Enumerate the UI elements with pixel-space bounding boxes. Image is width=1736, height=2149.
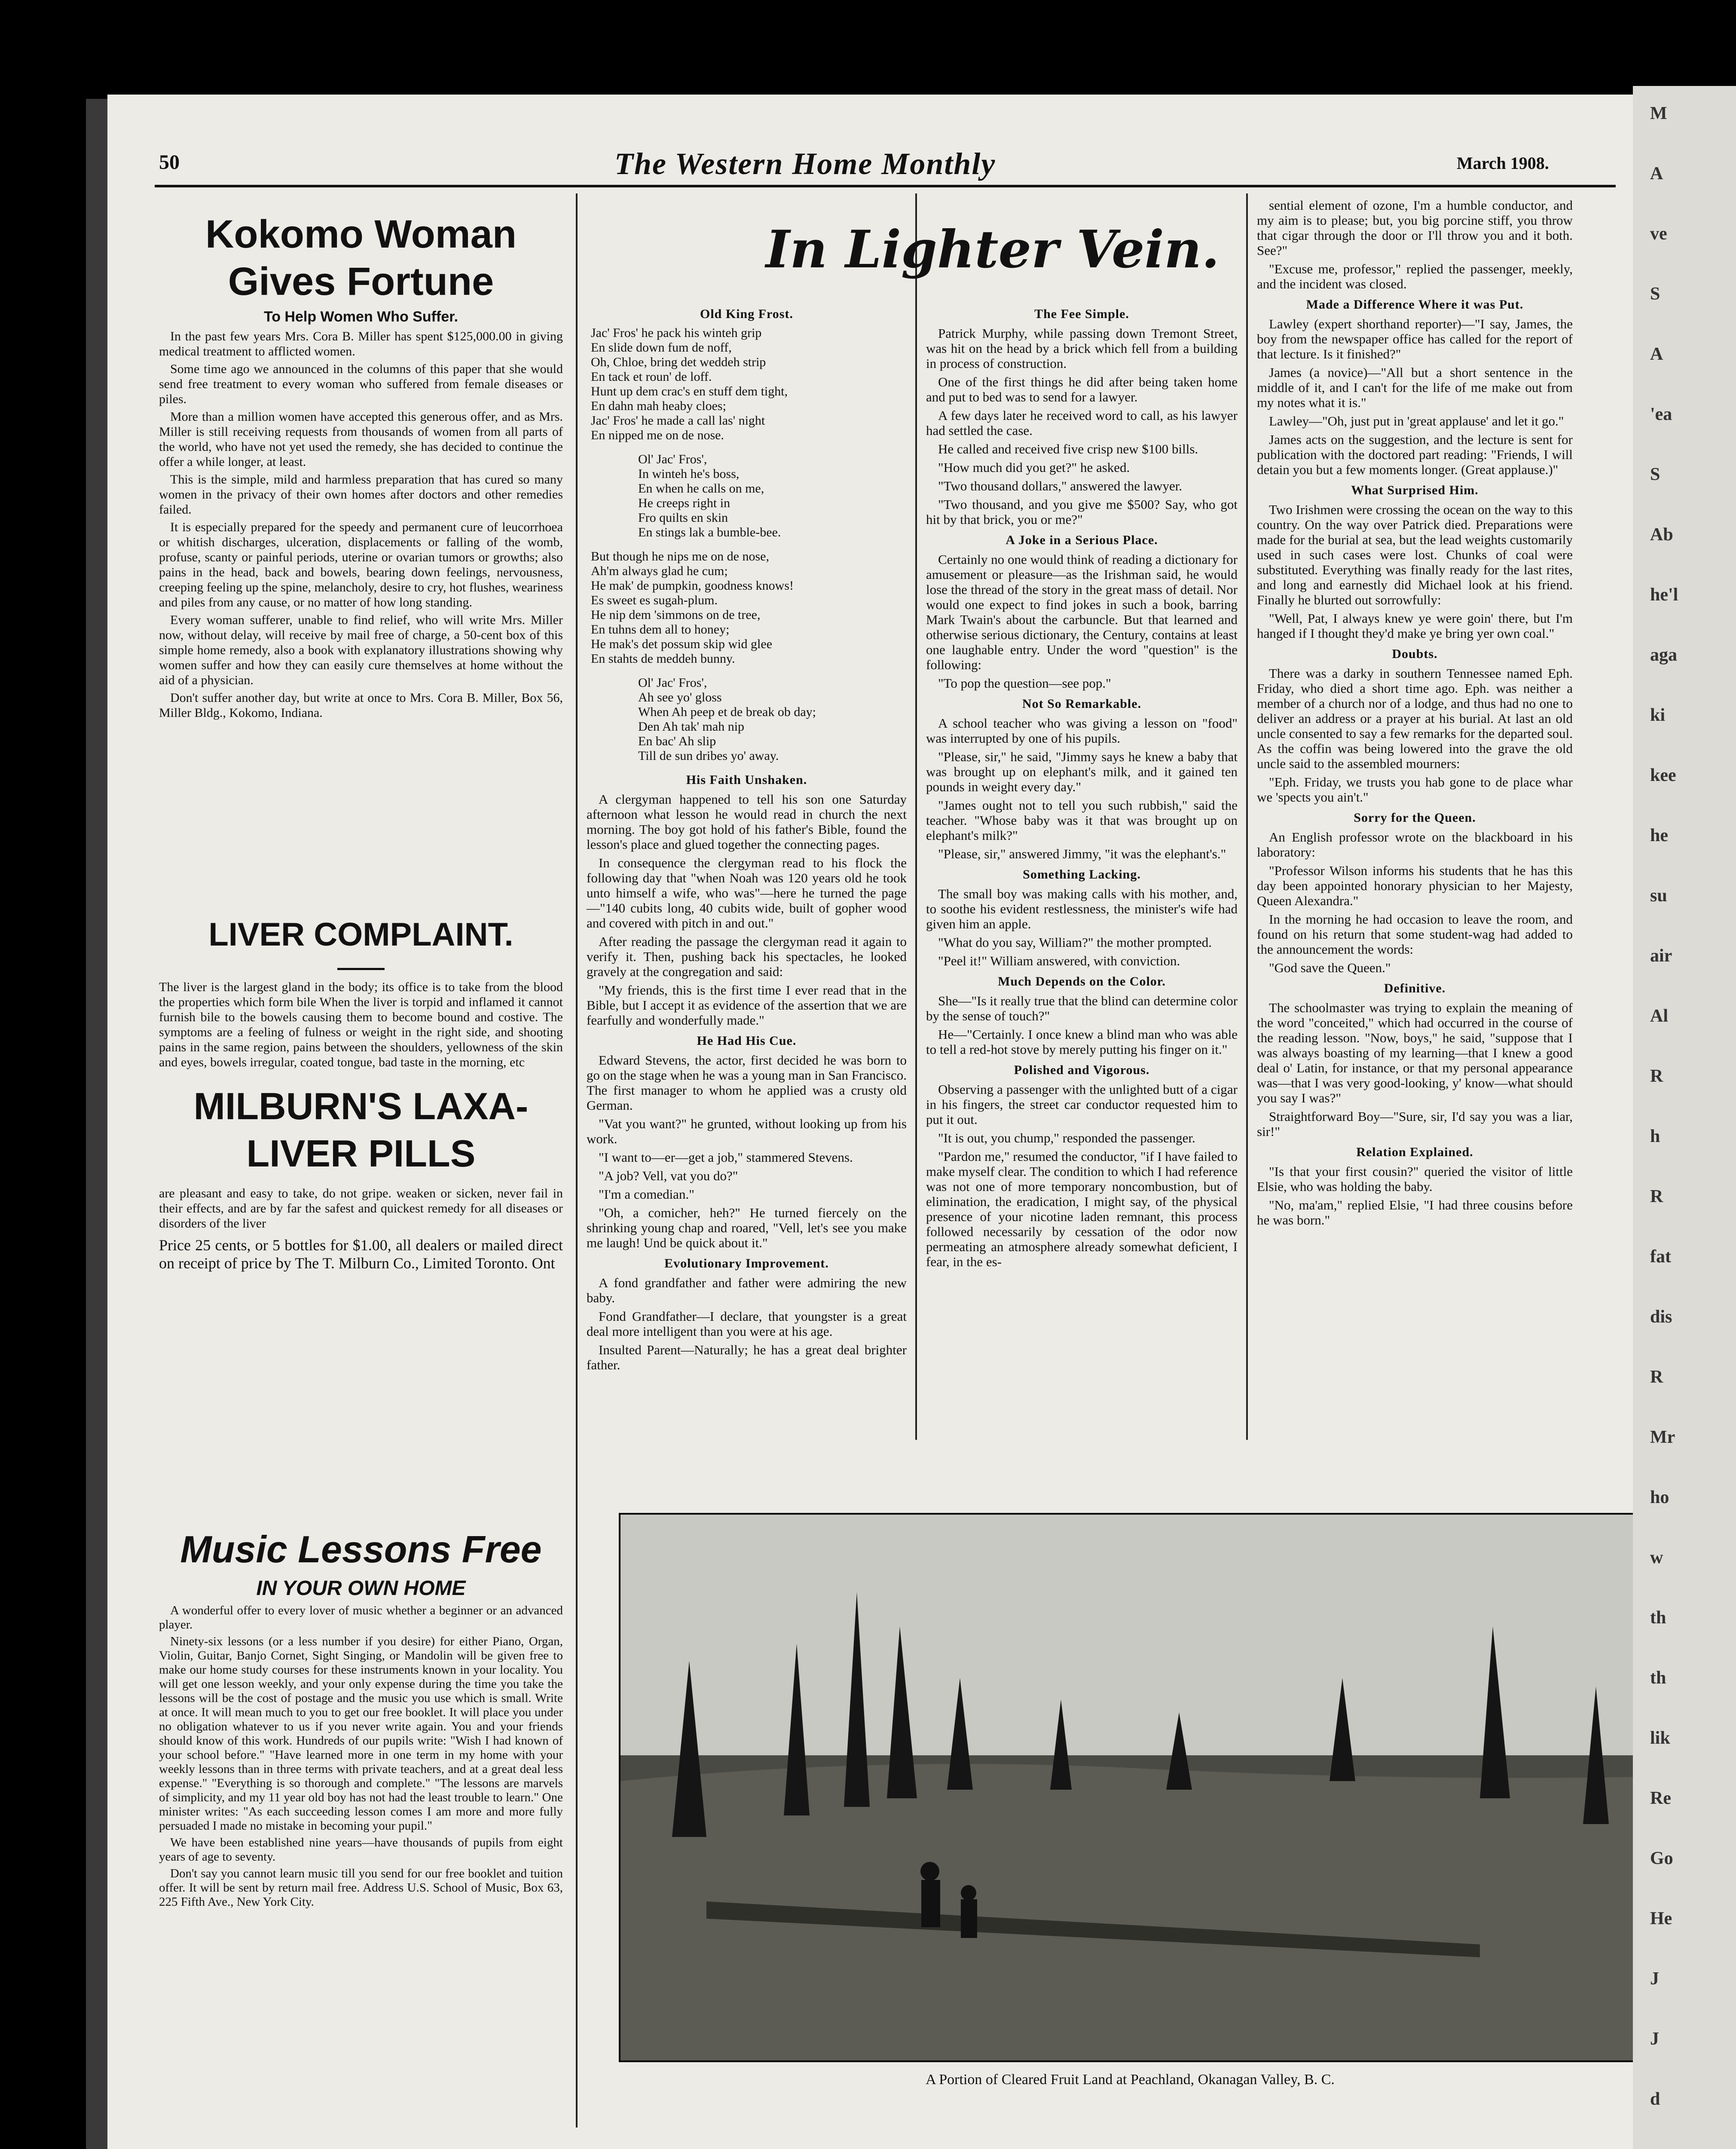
header-rule [155, 185, 1616, 187]
verse-stanza [591, 452, 907, 540]
paragraph: Some time ago we announced in the columns of this paper that she would send free treatment to every woman who suffered from female diseases or piles. [159, 362, 563, 406]
paragraph: One of the first things he did after being taken home and put to bed was to send for a lawyer. [926, 374, 1238, 404]
verse-line: Fro quilts en skin [638, 511, 728, 525]
edge-fragment: Go [1650, 1849, 1673, 1868]
verse-line: En tuhns dem all to honey; [591, 622, 730, 637]
paragraph: sential element of ozone, I'm a humble conductor, and my aim is to please; but, you big porcine stiff, you throw that cigar through the door or I'll throw you and it both. See?" [1257, 198, 1573, 258]
verse-line: En bac' Ah slip [638, 734, 716, 748]
verse-line: En stahts de meddeh bunny. [591, 652, 735, 666]
verse-line: Jac' Fros' he made a call las' night [591, 413, 765, 428]
paragraph: In consequence the clergyman read to his flock the following day that "when Noah was 120 years old he took unto himself a wife, who was"—here he turned the page—"140 cubits long, 40 cubits wide, built of gopher wood and covered with pitch in and out." [587, 855, 907, 931]
verse-line: When Ah peep et de break ob day; [638, 705, 816, 719]
article-heading: Much Depends on the Color. [998, 974, 1166, 989]
verse-line: But though he nips me on de nose, [591, 549, 769, 563]
edge-fragment: S [1650, 284, 1660, 304]
paragraph: He—"Certainly. I once knew a blind man who was able to tell a red-hot stove by merely putting his finger on it." [926, 1027, 1238, 1057]
verse-line: En dahn mah heaby cloes; [591, 399, 726, 413]
verse-line: Jac' Fros' he pack his winteh grip [591, 326, 762, 340]
paragraph: More than a million women have accepted this generous offer, and as Mrs. Miller is still receiving requests from thousands of women from all parts of the world, who have not yet used the remedy, she has decided to continue the offer a while longer, at least. [159, 410, 563, 469]
edge-fragment: ho [1650, 1488, 1669, 1507]
kokomo-title: Kokomo Woman Gives Fortune [205, 212, 517, 303]
verse-stanza [591, 326, 907, 443]
edge-fragment: aga [1650, 645, 1677, 665]
article-heading: Something Lacking. [1023, 867, 1141, 882]
pills-tail: are pleasant and easy to take, do not gripe. weaken or sicken, never fail in their effects, and are by far the safest and quickest remedy for all diseases or disorders of the liver [159, 1186, 563, 1231]
article-heading: Relation Explained. [1356, 1145, 1473, 1159]
edge-fragment: he [1650, 826, 1668, 845]
edge-fragment: R [1650, 1367, 1663, 1387]
verse-line: He mak's det possum skip wid glee [591, 637, 773, 651]
verse-line: In winteh he's boss, [638, 467, 740, 481]
paragraph: "Please, sir," he said, "Jimmy says he knew a baby that was brought up on elephant's milk, and it gained ten pounds in weight every day." [926, 749, 1238, 794]
paragraph: "Please, sir," answered Jimmy, "it was the elephant's." [938, 846, 1226, 861]
verse-line: Till de sun dribes yo' away. [638, 749, 779, 763]
paragraph: "Two thousand, and you give me $500? Say, who got hit by that brick, you or me?" [926, 497, 1238, 527]
paragraph: "No, ma'am," replied Elsie, "I had three cousins before he was born." [1257, 1197, 1573, 1228]
paragraph: A wonderful offer to every lover of music whether a beginner or an advanced player. [159, 1604, 563, 1632]
edge-fragment: R [1650, 1187, 1663, 1206]
edge-fragment: d [1650, 2089, 1660, 2109]
article-heading: Definitive. [1384, 981, 1446, 995]
verse-line: Ol' Jac' Fros', [638, 452, 707, 466]
paragraph: "Eph. Friday, we trusts you hab gone to de place whar we 'spects you ain't." [1257, 774, 1573, 805]
paragraph: "God save the Queen." [1269, 960, 1391, 975]
paragraph: James (a novice)—"All but a short sentence in the middle of it, and I can't for the life of me make out from my notes what it is." [1257, 365, 1573, 410]
verse-line: He nip dem 'simmons on de tree, [591, 608, 761, 622]
edge-fragment: ve [1650, 224, 1667, 244]
paragraph: "I'm a comedian." [599, 1187, 694, 1202]
paragraph: She—"Is it really true that the blind can determine color by the sense of touch?" [926, 993, 1238, 1023]
paragraph: The small boy was making calls with his mother, and, to soothe his evident restlessness, the minister's wife had given him an apple. [926, 886, 1238, 931]
verse-line: En slide down fum de noff, [591, 340, 732, 355]
paragraph: "To pop the question—see pop." [938, 676, 1111, 691]
paragraph: "Oh, a comicher, heh?" He turned fiercely on the shrinking young chap and roared, "Vell, let's see you make me laugh! Und be quick about it." [587, 1205, 907, 1250]
edge-fragment: J [1650, 2029, 1659, 2049]
paragraph: A clergyman happened to tell his son one Saturday afternoon what lesson he would read in church the next morning. The boy got hold of his father's Bible, found the lesson's place and glued together the connecting pages. [587, 792, 907, 852]
paragraph: Every woman sufferer, unable to find relief, who will write Mrs. Miller now, without delay, will receive by mail free of charge, a 50-cent box of this simple home remedy, also a book with explanatory illustrations showing why women suffer and how they can easily cure themselves at home without the aid of a physician. [159, 613, 563, 687]
verse-line: En tack et roun' de loff. [591, 370, 712, 384]
paragraph: A fond grandfather and father were admiring the new baby. [587, 1275, 907, 1305]
verse-line: En when he calls on me, [638, 481, 764, 496]
paragraph: Certainly no one would think of reading a dictionary for amusement or pleasure—as the Irishman said, he would lose the thread of the story in the great mass of detail. Nor would one expect to find jokes in such a book, barring Mark Twain's about the carbuncle. But that learned and otherwise serious dictionary, the Century, contains at least one laughable entry. Under the word "question" is the following: [926, 552, 1238, 672]
liver-body: The liver is the largest gland in the body; its office is to take from the blood the properties which form bile When the liver is torpid and inflamed it cannot furnish bile to the bowels causing them to become bound and costive. The symptoms are a feeling of fulness or weight in the right side, and shooting pains in the same region, pains between the shoulders, yellowness of the skin and eyes, bowels irregular, coated tongue, bad taste in the morning, etc [159, 980, 563, 1069]
liver-title: LIVER COMPLAINT. [208, 916, 513, 953]
edge-fragment: fat [1650, 1247, 1671, 1267]
column-2 [587, 301, 907, 1376]
paragraph: In the morning he had occasion to leave the room, and found on his return that some student-wag had added to the announcement the words: [1257, 912, 1573, 957]
edge-fragment: w [1650, 1548, 1663, 1567]
article-heading: A Joke in a Serious Place. [1006, 533, 1158, 547]
music-body [159, 1604, 563, 1909]
paragraph: "A job? Vell, vat you do?" [599, 1168, 738, 1183]
edge-fragment: air [1650, 946, 1672, 966]
column-4 [1257, 198, 1573, 1231]
paragraph: "Professor Wilson informs his students that he has this day been appointed honorary physician to her Majesty, Queen Alexandra." [1257, 863, 1573, 908]
article-heading: Not So Remarkable. [1022, 697, 1142, 711]
verse-line: En nipped me on de nose. [591, 428, 724, 442]
paragraph: This is the simple, mild and harmless preparation that has cured so many women in the privacy of their own homes after doctors and other remedies failed. [159, 472, 563, 517]
paragraph: "Peel it!" William answered, with conviction. [938, 953, 1180, 968]
pills-price: Price 25 cents, or 5 bottles for $1.00, all dealers or mailed direct on receipt of price by The T. Milburn Co., Limited Toronto. Ont [159, 1237, 563, 1272]
article-heading: He Had His Cue. [697, 1034, 797, 1048]
edge-fragment: dis [1650, 1307, 1672, 1327]
photo-caption: A Portion of Cleared Fruit Land at Peachland, Okanagan Valley, B. C. [926, 2072, 1335, 2088]
article-heading: Polished and Vigorous. [1014, 1063, 1150, 1077]
verse-line: Hunt up dem crac's en stuff dem tight, [591, 384, 788, 398]
column-rule [915, 193, 917, 1440]
paragraph: "What do you say, William?" the mother prompted. [938, 935, 1212, 950]
section-title: In Lighter Vein. [765, 219, 1220, 280]
paragraph: "Is that your first cousin?" queried the visitor of little Elsie, who was holding the baby. [1257, 1164, 1573, 1194]
paragraph: It is especially prepared for the speedy and permanent cure of leucorrhoea or whitish discharges, ulceration, displacements or falling of the womb, profuse, scanty or painful periods, uterine or ovarian tumors or growths; also pains in the head, back and bowels, bearing down feelings, nervousness, creeping feeling up the spine, melancholy, desire to cry, hot flushes, weariness and piles from any cause, or no matter of how long standing. [159, 520, 563, 609]
paragraph: "Excuse me, professor," replied the passenger, meekly, and the incident was closed. [1257, 261, 1573, 291]
edge-fragment: Mr [1650, 1427, 1675, 1447]
paragraph: "I want to—er—get a job," stammered Stevens. [599, 1150, 853, 1165]
column-rule [1246, 193, 1248, 1440]
edge-fragment: kee [1650, 765, 1676, 785]
column-3 [926, 301, 1238, 1273]
paragraph: Ninety-six lessons (or a less number if you desire) for either Piano, Organ, Violin, Guitar, Banjo Cornet, Sight Singing, or Mandolin will be given free to make our home study courses for these instruments known in your locality. You will get one lesson weekly, and your only expense during the time you take the lessons will be the cost of postage and the music you use which is small. Write at once. It will mean much to you to get our free booklet. It will place you under no obligation whatever to us if you never write again. You and your friends should know of this work. Hundreds of our pupils write: "Wish I had known of your school before." "Have learned more in one term in my home with your weekly lessons than in three terms with private teachers, and at a great deal less expense." "Everything is so thorough and complete." "The lessons are marvels of simplicity, and my 11 year old boy has not had the least trouble to learn." One minister writes: "As each succeeding lesson comes I am more and more fully persuaded I made no mistake in becoming your pupil." [159, 1635, 563, 1833]
edge-fragment: h [1650, 1127, 1660, 1146]
article-heading: Doubts. [1392, 647, 1438, 661]
binding-gutter [86, 99, 107, 2149]
verse-line: He creeps right in [638, 496, 730, 510]
edge-fragment: su [1650, 886, 1667, 906]
masthead: The Western Home Monthly [614, 147, 996, 181]
paragraph: "How much did you get?" he asked. [938, 460, 1130, 475]
newspaper-page [107, 95, 1633, 2149]
paragraph: Patrick Murphy, while passing down Tremont Street, was hit on the head by a brick which fell from a building in process of construction. [926, 326, 1238, 371]
paragraph: Edward Stevens, the actor, first decided he was born to go on the stage when he was a young man in San Francisco. The first manager to whom he applied was a crusty old German. [587, 1053, 907, 1113]
edge-fragment: S [1650, 465, 1660, 484]
kokomo-body [159, 329, 563, 720]
edge-fragment: J [1650, 1969, 1659, 1989]
edge-fragment: Re [1650, 1788, 1671, 1808]
paragraph: The schoolmaster was trying to explain the meaning of the word "conceited," which had occurred in the course of the reading lesson. "Now, boys," he said, "suppose that I was always boasting of my learning—that I knew a good deal o' Latin, for instance, or that my personal appearance was—that I was very good-looking, y' know—what should you say I was?" [1257, 1000, 1573, 1105]
article-heading: Old King Frost. [700, 307, 793, 321]
photo-image [620, 1515, 1633, 2060]
landscape-photo [619, 1513, 1633, 2062]
edge-fragment: R [1650, 1066, 1663, 1086]
verse-line: Den Ah tak' mah nip [638, 719, 745, 734]
paragraph: Straightforward Boy—"Sure, sir, I'd say you was a liar, sir!" [1257, 1109, 1573, 1139]
page-number: 50 [159, 151, 180, 174]
verse-stanza [591, 549, 907, 666]
paragraph: He called and received five crisp new $100 bills. [938, 441, 1198, 456]
article-heading: Sorry for the Queen. [1354, 811, 1476, 825]
edge-fragment: ki [1650, 705, 1666, 725]
edge-fragment: Ab [1650, 525, 1673, 545]
edge-fragment: he'l [1650, 585, 1678, 605]
music-title: Music Lessons Free [180, 1528, 542, 1570]
paragraph: After reading the passage the clergyman read it again to verify it. Then, pushing back his spectacles, he looked gravely at the congregation and said: [587, 934, 907, 979]
article-heading: The Fee Simple. [1034, 307, 1129, 321]
paragraph: A few days later he received word to call, as his lawyer had settled the case. [926, 408, 1238, 438]
edge-fragment: Al [1650, 1006, 1668, 1026]
verse-stanza [591, 676, 907, 763]
paragraph: A school teacher who was giving a lesson on "food" was interrupted by one of his pupils. [926, 716, 1238, 746]
edge-fragment: lik [1650, 1728, 1670, 1748]
column-rule [576, 193, 578, 2128]
liver-ad [159, 911, 563, 1272]
article-heading: What Surprised Him. [1351, 483, 1479, 497]
divider [337, 968, 385, 970]
paragraph: Fond Grandfather—I declare, that youngster is a great deal more intelligent than you were at his age. [587, 1309, 907, 1339]
edge-fragment: th [1650, 1668, 1666, 1688]
verse-line: En stings lak a bumble-bee. [638, 525, 781, 539]
paragraph: "Well, Pat, I always knew ye were goin' there, but I'm hanged if I thought they'd make ye bring yer own coal." [1257, 611, 1573, 641]
edge-fragment: M [1650, 104, 1667, 123]
paragraph: "Vat you want?" he grunted, without looking up from his work. [587, 1116, 907, 1146]
verse-line: He mak' de pumpkin, goodness knows! [591, 579, 794, 593]
verse-line: Es sweet es sugah-plum. [591, 593, 718, 607]
music-ad [159, 1526, 563, 1912]
paragraph: An English professor wrote on the blackboard in his laboratory: [1257, 830, 1573, 860]
paragraph: James acts on the suggestion, and the lecture is sent for publication with the doctored part reading: "Friends, I will detain you but a few moments longer. (Great applause.)" [1257, 432, 1573, 477]
article-heading: Evolutionary Improvement. [664, 1256, 829, 1270]
article-heading: Made a Difference Where it was Put. [1306, 297, 1524, 312]
paragraph: "It is out, you chump," responded the passenger. [938, 1130, 1195, 1145]
paragraph: Don't say you cannot learn music till you send for our free booklet and tuition offer. It will be sent by return mail free. Address U.S. School of Music, Box 63, 225 Fifth Ave., New York City. [159, 1867, 563, 1909]
paragraph: We have been established nine years—have thousands of pupils from eight years of age to seventy. [159, 1836, 563, 1864]
paragraph: Lawley (expert shorthand reporter)—"I say, James, the boy from the newspaper office has called for the report of that lecture. Is it finished?" [1257, 316, 1573, 361]
adjacent-page-edge [1633, 86, 1736, 2149]
paragraph: Observing a passenger with the unlighted butt of a cigar in his fingers, the street car conductor requested him to put it out. [926, 1082, 1238, 1127]
edge-fragment: He [1650, 1909, 1672, 1929]
kokomo-ad [159, 211, 563, 723]
edge-fragment: 'ea [1650, 404, 1672, 424]
music-subtitle: IN YOUR OWN HOME [256, 1577, 466, 1600]
paragraph: Two Irishmen were crossing the ocean on the way to this country. On the way over Patrick died. Preparations were made for the burial at sea, but the lead weights customarily used in such cases were lost. Chunks of coal were substituted. Everything was finally ready for the last rites, and long and earnestly did Michael look at his friend. Finally he blurted out sorrowfully: [1257, 502, 1573, 607]
verse-line: Oh, Chloe, bring det weddeh strip [591, 355, 766, 369]
issue-date: March 1908. [1457, 153, 1549, 173]
verse-line: Ah'm always glad he cum; [591, 564, 728, 578]
article-heading: His Faith Unshaken. [686, 773, 807, 787]
verse-line: Ah see yo' gloss [638, 690, 722, 704]
paragraph: Don't suffer another day, but write at once to Mrs. Cora B. Miller, Box 56, Miller Bldg., Kokomo, Indiana. [159, 691, 563, 720]
paragraph: "James ought not to tell you such rubbish," said the teacher. "Whose baby was it that was brought up on elephant's milk?" [926, 798, 1238, 843]
paragraph: Insulted Parent—Naturally; he has a great deal brighter father. [587, 1342, 907, 1372]
edge-fragment: A [1650, 344, 1663, 364]
edge-fragment: th [1650, 1608, 1666, 1628]
page-header [107, 147, 1633, 181]
edge-fragment: A [1650, 164, 1663, 184]
paragraph: "My friends, this is the first time I ever read that in the Bible, but I accept it as evidence of the assertion that we are fearfully and wonderfully made." [587, 983, 907, 1028]
paragraph: Lawley—"Oh, just put in 'great applause' and let it go." [1269, 413, 1564, 429]
pills-brand: MILBURN'S LAXA-LIVER PILLS [193, 1085, 529, 1175]
paragraph: There was a darky in southern Tennessee named Eph. Friday, who died a short time ago. Eph. was neither a member of a church nor of a lodge, and thus had no one to deliver an address or a prayer at his burial. At last an old uncle consented to say a few remarks for the departed soul. As the coffin was being lowered into the grave the old uncle said to the assembled mourners: [1257, 666, 1573, 771]
verse-line: Ol' Jac' Fros', [638, 676, 707, 690]
paragraph: In the past few years Mrs. Cora B. Miller has spent $125,000.00 in giving medical treatment to afflicted women. [159, 329, 563, 358]
paragraph: "Two thousand dollars," answered the lawyer. [938, 478, 1183, 493]
kokomo-subtitle: To Help Women Who Suffer. [263, 309, 458, 325]
paragraph: "Pardon me," resumed the conductor, "if I have failed to make myself clear. The condition to which I had reference was not one of more temporary noncombustion, but of elimination, the eradication, I might say, of the physical presence of your nicotine laden remnant, this process followed necessarily by cessation of the odor now permeating an atmosphere already somewhat deficient, I fear, in the es- [926, 1149, 1238, 1269]
